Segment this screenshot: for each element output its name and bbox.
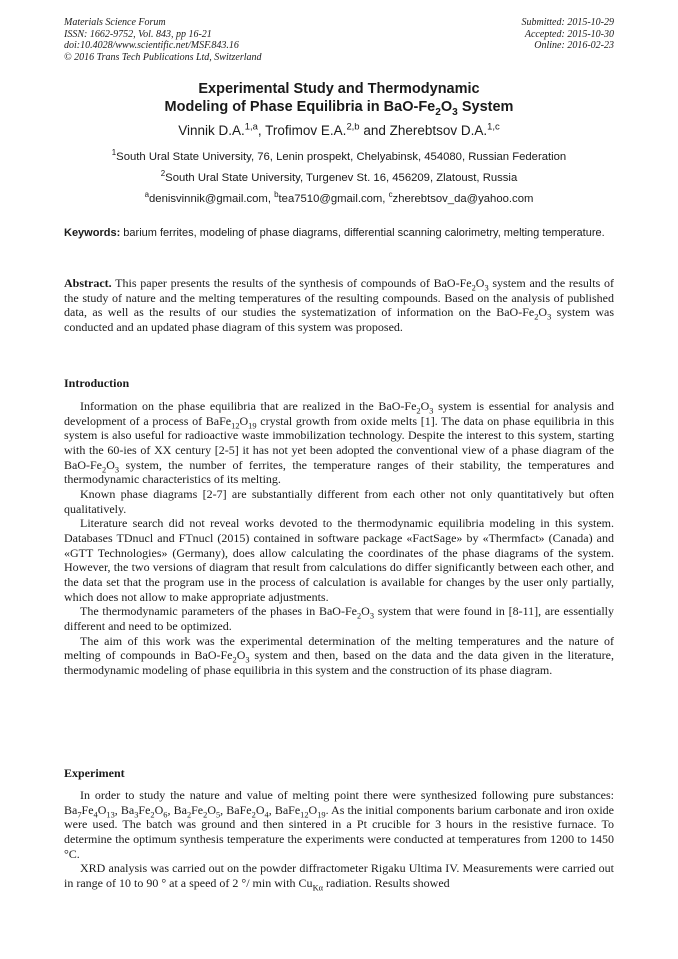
author-1: Vinnik D.A. — [178, 123, 245, 138]
email-c[interactable]: zherebtsov_da@yahoo.com — [392, 193, 534, 205]
author-emails: $^a$denisvinnik@gmail.com, $^b$tea7510@gmail.com, $^c$zherebtsov_da@yahoo.com — [144, 190, 534, 205]
email-a[interactable]: denisvinnik@gmail.com, — [149, 193, 275, 205]
intro-paragraph-5: The aim of this work was the experimental determination of the melting temperatures and the nature of melting of compounds in BaO-$Fe_2O_3$ system and then, based on the data and the data given in the literature, thermodynamic modeling of phase equilibria in this system and the construction of its phase diagram. — [64, 633, 614, 677]
author-2: Trofimov E.A. — [265, 123, 347, 138]
experiment-heading: Experiment — [64, 766, 125, 780]
journal-name: Materials Science Forum — [64, 17, 166, 28]
abstract — [64, 276, 614, 335]
experiment-section — [64, 788, 614, 891]
keywords — [64, 226, 614, 241]
experiment-paragraph-1: In order to study the nature and value of melting point there were synthesized following pure substances: $Ba_7Fe_4O_{13}$, $Ba_3Fe_2O_6$, $Ba_2Fe_2O_5$, $BaFe_2O_4$, $BaFe_{12}O_{19}$. As the initial components barium carbonate and iron oxide were used. The batch was ground and then sintered in a Pt crucible for 3 hours in the resistive furnace. To determine the optimum synthesis temperature the experiments were conducted at temperatures from 1200 to 1450 °C. — [64, 788, 614, 861]
introduction-heading: Introduction — [64, 376, 130, 390]
accepted-date: Accepted: 2015-10-30 — [524, 28, 614, 40]
keywords-text: barium ferrites, modeling of phase diagrams, differential scanning calorimetry, melting temperature. — [120, 227, 605, 239]
introduction-section — [64, 399, 614, 677]
intro-paragraph-3: Literature search did not reveal works devoted to the thermodynamic equilibria modeling in this system. Databases TDnucl and FTnucl (2015) contained in software package «FactSage» by «Thermfact» (Canada) and «GTT Technologies» (Germany), does allow calculating the coordinates of the phase diagrams of the system. However, the two versions of diagram that result from calculations do differ significantly between each other, and the data set that the program use in the process of calculation is available for changes by the user only partially, which does not allow to make appropriate adjustments. — [64, 516, 614, 604]
doi-line: doi:10.4028/www.scientific.net/MSF.843.16 — [64, 40, 239, 52]
journal-header-left — [64, 17, 262, 63]
intro-paragraph-1: Information on the phase equilibria that are realized in the BaO-$Fe_2O_3$ system is essential for analysis and development of a process of $BaFe_{12}O_{19}$ crystal growth from oxide melts [1]. The data on phase equilibria in this system is also useful for radioactive waste immobilization technology. Despite the interest to this system, starting with the 60-ies of XX century [2-5] it has not yet been adopted the conventional view of a phase diagram of the BaO-$Fe_2O_3$ system, the number of ferrites, the temperature ranges of their stability, the temperatures and thermodynamic characteristics of its melting. — [64, 399, 614, 487]
intro-paragraph-2: Known phase diagrams [2-7] are substantially different from each other not only quantitatively but often qualitatively. — [64, 486, 614, 516]
title-line-1: Experimental Study and Thermodynamic — [198, 81, 480, 97]
online-date: Online: 2016-02-23 — [534, 40, 614, 52]
abstract-label: Abstract. — [64, 276, 112, 290]
affiliation-2: $^2$South Ural State University, Turgenev St. 16, 456209, Zlatoust, Russia — [160, 169, 518, 184]
email-b[interactable]: tea7510@gmail.com, — [278, 193, 389, 205]
author-list: Vinnik D.A.$^{1,a}$, Trofimov E.A.$^{2,b}$ and Zherebtsov D.A.$^{1,c}$ — [178, 121, 500, 138]
title-line-2: Modeling of Phase Equilibria in BaO-$Fe_2O_3$ System — [164, 99, 514, 118]
author-3: Zherebtsov D.A. — [389, 123, 488, 138]
affiliation-1: $^1$South Ural State University, 76, Lenin prospekt, Chelyabinsk, 454080, Russian Federation — [111, 148, 567, 163]
abstract-paragraph: Abstract. This paper presents the results of the synthesis of compounds of BaO-$Fe_2O_3$ system and the results of the study of nature and the melting temperatures of the resulting compounds. Based on the analysis of published data, as well as the results of our studies the systematization of information on the BaO-$Fe_2O_3$ system was conducted and an updated phase diagram of this system was proposed. — [64, 276, 614, 334]
experiment-paragraph-2: XRD analysis was carried out on the powder diffractometer Rigaku Ultima IV. Measurements were carried out in range of 10 to 90 ° at a speed of 2 °/ min with $Cu_{K\alpha}$ radiation. Results showed — [64, 861, 614, 893]
paper-title — [64, 80, 614, 116]
journal-header-right — [522, 17, 615, 52]
submitted-date: Submitted: 2015-10-29 — [521, 17, 614, 28]
issn-line: ISSN: 1662-9752, Vol. 843, pp 16-21 — [64, 28, 212, 40]
keywords-label: Keywords: — [64, 227, 121, 239]
copyright-line: © 2016 Trans Tech Publications Ltd, Switzerland — [64, 51, 262, 63]
intro-paragraph-4: The thermodynamic parameters of the phases in BaO-$Fe_2O_3$ system that were found in [8-11], are essentially different and need to be optimized. — [64, 604, 614, 633]
